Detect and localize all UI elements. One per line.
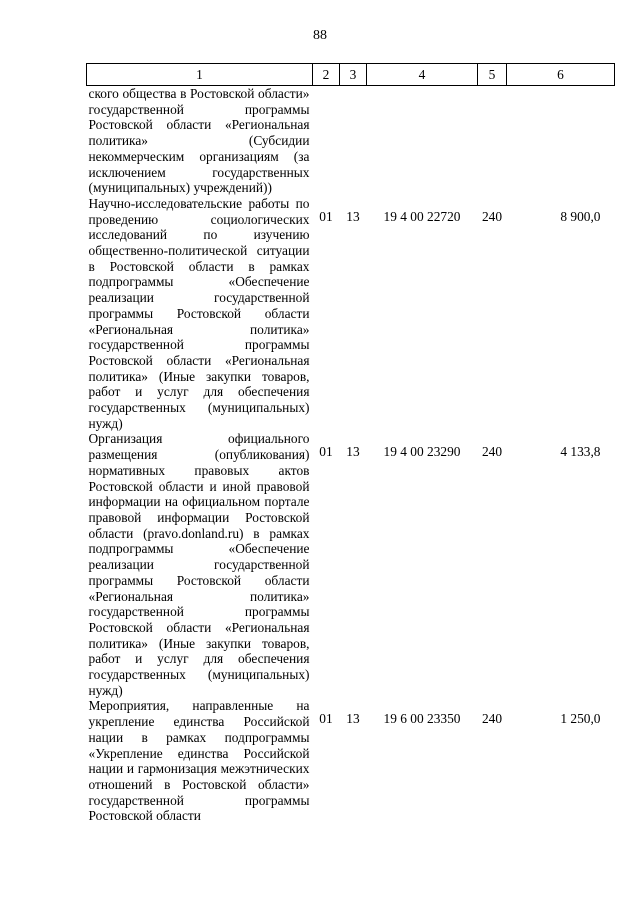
column-header: 5 (478, 64, 507, 86)
section-code: 01 (319, 711, 333, 727)
item-description: ского общества в Ростовской области» государственной программы Ростовской области «Региональная политика» (Субсидии некоммерческим организациям (за исключением государственных (муниципальных) учреждений)) (88, 86, 310, 196)
amount (507, 86, 615, 196)
column-header: 6 (507, 64, 615, 86)
column-header: 1 (87, 64, 313, 86)
expense-type-code: 240 (481, 711, 503, 727)
table-row (87, 431, 615, 698)
expense-type-code (478, 86, 507, 196)
item-description: Мероприятия, направленные на укрепление единства Российской нации в рамках подпрограммы «Укрепление единства Российской нации и гармонизация межэтнических отношений в Ростовской области» государственной программы Ростовской области (88, 698, 310, 824)
subsection-code: 13 (346, 208, 360, 224)
expense-type-code: 240 (481, 208, 503, 224)
section-code (313, 86, 340, 196)
table-header-row (87, 64, 615, 86)
subsection-code: 13 (346, 711, 360, 727)
target-article-code: 19 4 00 22720 (383, 208, 461, 224)
item-description: Организация официального размещения (опубликования) нормативных правовых актов Ростовской области и иной правовой информации на официальном портале правовой информации Ростовской области (pravo.donland.ru) в рамках подпрограммы «Обеспечение реализации государственной программы Ростовской области «Региональная политика» государственной программы Ростовской области «Региональная политика» (Иные закупки товаров, работ и услуг для обеспечения государственных (муниципальных) нужд) (88, 431, 310, 698)
subsection-code (340, 86, 367, 196)
item-description: Научно-исследовательские работы по проведению социологических исследований по изучению общественно-политической ситуации в Ростовской области в рамках подпрограммы «Обеспечение реализации государственной программы Ростовской области «Региональная политика» государственной программы Ростовской области «Региональная политика» (Иные закупки товаров, работ и услуг для обеспечения государственных (муниципальных) нужд) (88, 195, 310, 431)
target-article-code: 19 6 00 23350 (383, 711, 461, 727)
amount: 1 250,0 (560, 711, 601, 727)
subsection-code: 13 (346, 444, 360, 460)
page-number: 88 (313, 28, 327, 43)
section-code: 01 (319, 444, 333, 460)
section-code: 01 (319, 208, 333, 224)
table-row (87, 86, 615, 196)
amount: 8 900,0 (560, 208, 601, 224)
budget-table (86, 63, 615, 824)
table-row (87, 196, 615, 432)
table-row (87, 698, 615, 824)
target-article-code (367, 86, 478, 196)
amount: 4 133,8 (560, 444, 601, 460)
column-header: 2 (313, 64, 340, 86)
column-header: 4 (367, 64, 478, 86)
column-header: 3 (340, 64, 367, 86)
expense-type-code: 240 (481, 444, 503, 460)
target-article-code: 19 4 00 23290 (383, 444, 461, 460)
